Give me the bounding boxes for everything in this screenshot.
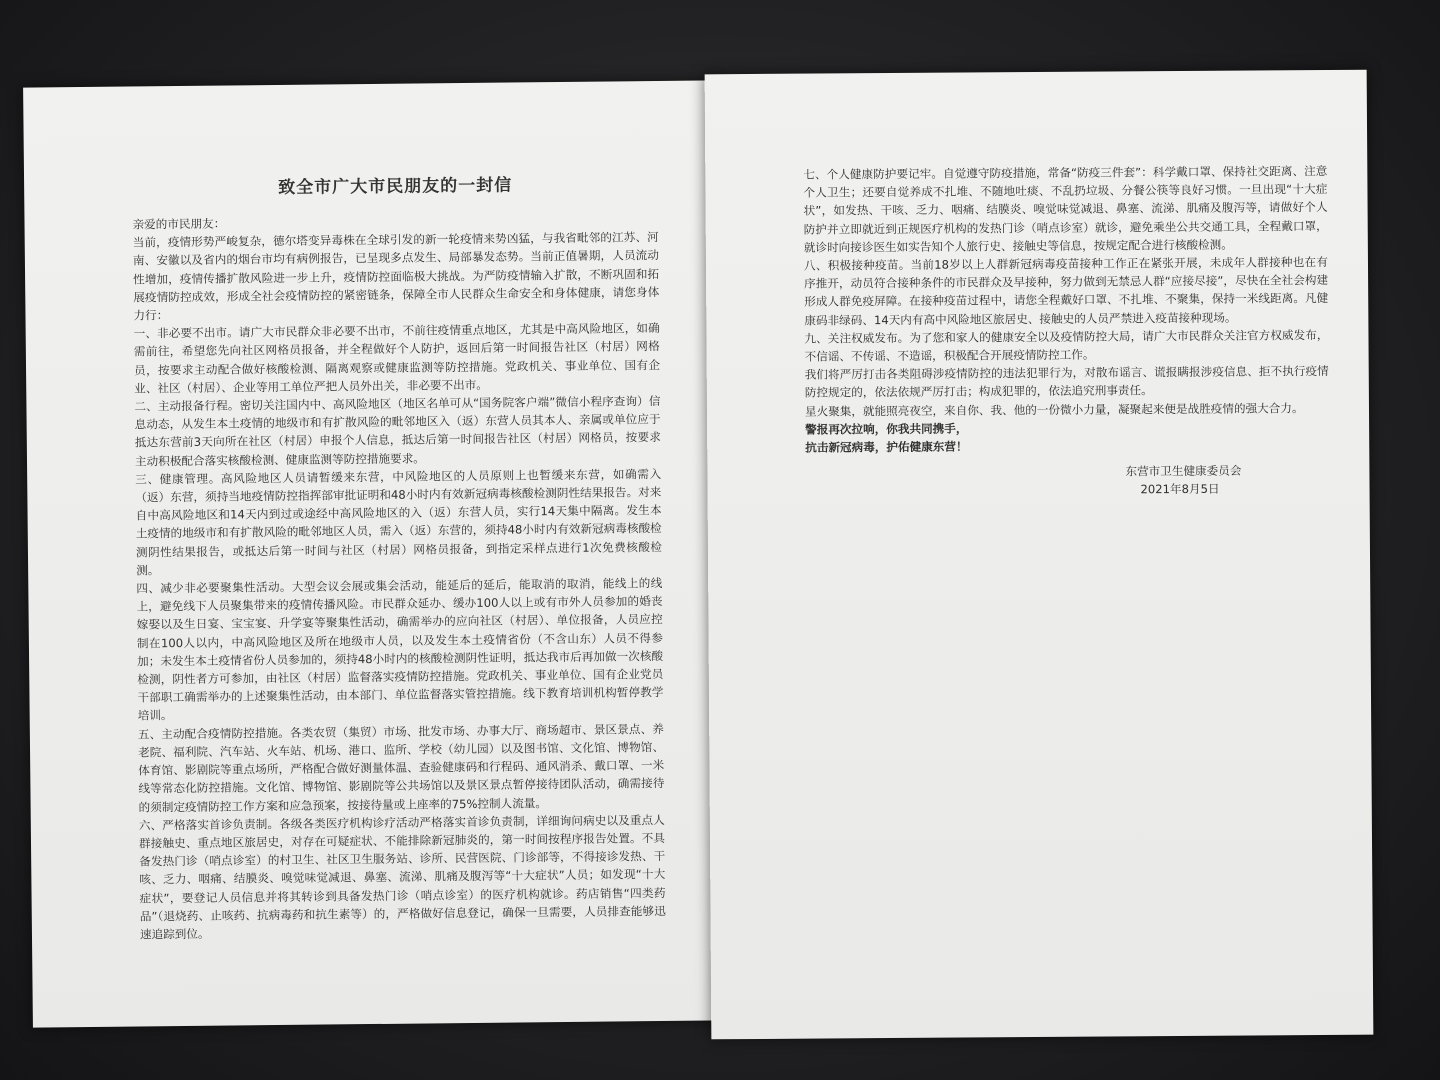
item-3: 三、健康管理。高风险地区人员请暂缓来东营，中风险地区的人员原则上也暂缓来东营，如确需入（返）东营，须持当地疫情防控指挥部审批证明和48小时内有效新冠病毒核酸检测阴性结果报告。对来自中高风险地区和14天内到过或途经中高风险地区的入（返）东营人员，实行14天集中隔离。发生本土疫情的地级市和有扩散风险的毗邻地区人员，需入（返）东营的，须持48小时内有效新冠病毒核酸检测阴性结果报告，或抵达后第一时间与社区（村居）网格员报备，到指定采样点进行1次免费核酸检测。 [135, 466, 663, 578]
greeting: 亲爱的市民朋友： [132, 216, 226, 232]
closing-slogan-1: 警报再次拉响，你我共同携手， [805, 421, 968, 437]
item-4: 四、减少非必要聚集性活动。大型会议会展或集会活动，能延后的延后，能取消的取消，能线上的线上，避免线下人员聚集带来的疫情传播风险。市民群众延办、缓办100人以上或有市外人员参加的婚丧嫁娶以及生日宴、宝宝宴、升学宴等聚集性活动，确需举办的应向社区（村居）、单位报备，人员应控制在100人以内，中高风险地区及所在地级市人员，以及发生本土疫情省份（不含山东）人员不得参加；未发生本土疫情省份人员参加的，须持48小时内的核酸检测阴性证明，抵达我市后再加做一次核酸检测，阴性者方可参加，由社区（村居）监督落实疫情防控措施。党政机关、事业单位、国有企业党员干部职工确需举办的上述聚集性活动，由本部门、单位监督落实管控措施。线下教育培训机构暂停教学培训。 [136, 576, 664, 723]
item-1: 一、非必要不出市。请广大市民群众非必要不出市，不前往疫情重点地区，尤其是中高风险地区，如确需前往，希望您先向社区网格员报备，并全程做好个人防护，返回后第一时间报告社区（村居）网格员，按要求主动配合做好核酸检测、隔离观察或健康监测等防控措施。党政机关、事业单位、国有企业、社区（村居）、企业等用工单位严把人员外出关，非必要不出市。 [133, 321, 661, 396]
item-2: 二、主动报备行程。密切关注国内中、高风险地区（地区名单可从“国务院客户端”微信小程序查询）信息动态，从发生本土疫情的地级市和有扩散风险的毗邻地区入（返）东营人员其本人、亲属或单位应于抵达东营前3天向所在社区（村居）申报个人信息，抵达后第一时间报告社区（村居）网格员，按要求主动积极配合落实核酸检测、健康监测等防控措施要求。 [134, 394, 661, 469]
item-6: 六、严格落实首诊负责制。各级各类医疗机构诊疗活动严格落实首诊负责制，详细询问病史以及重点人群接触史、重点地区旅居史，对存在可疑症状、不能排除新冠肺炎的，第一时间按程序报告处置。不具备发热门诊（哨点诊室）的村卫生、社区卫生服务站、诊所、民营医院、门诊部等，不得接诊发热、干咳、乏力、咽痛、结膜炎、嗅觉味觉减退、鼻塞、流涕、肌痛及腹泻等“十大症状”人员；如发现“十大症状”，要登记人员信息并将其转诊到具备发热门诊（哨点诊室）的医疗机构就诊。药店销售“四类药品”（退烧药、止咳药、抗病毒药和抗生素等）的，严格做好信息登记，确保一旦需要，人员排查能够迅速追踪到位。 [138, 812, 666, 942]
signature-date: 2021年8月5日 [1140, 482, 1220, 497]
item-5: 五、主动配合疫情防控措施。各类农贸（集贸）市场、批发市场、办事大厅、商场超市、景区景点、养老院、福利院、汽车站、火车站、机场、港口、监所、学校（幼儿园）以及图书馆、文化馆、博物馆、体育馆、影剧院等重点场所，严格配合做好测量体温、查验健康码和行程码、通风消杀、戴口罩、一米线等常态化防控措施。文化馆、博物馆、影剧院等公共场馆以及景区景点暂停接待团队活动，确需接待的须制定疫情防控工作方案和应急预案，按接待量或上座率的75%控制人流量。 [137, 721, 665, 814]
closing-slogan-2: 抗击新冠病毒，护佑健康东营！ [805, 439, 968, 455]
closing-paragraph: 星火聚集，就能照亮夜空，来自你、我、他的一份微小力量，凝聚起来便是战胜疫情的强大合力。 [804, 400, 1304, 419]
item-9-warning: 我们将严厉打击各类阻碍涉疫情防控的违法犯罪行为，对散布谣言、谎报瞒报涉疫信息、拒不执行疫情防控规定的，依法依规严厉打击；构成犯罪的，依法追究刑事责任。 [804, 364, 1329, 401]
letter-page-2 [705, 70, 1374, 1040]
letter-title: 致全市广大市民朋友的一封信 [278, 175, 513, 198]
intro-paragraph: 当前，疫情形势严峻复杂，德尔塔变异毒株在全球引发的新一轮疫情来势凶猛，与我省毗邻的江苏、河南、安徽以及省内的烟台市均有病例报告，已呈现多点发生、局部暴发态势。当前正值暑期，人员流动性增加，疫情传播扩散风险进一步上升，疫情防控面临极大挑战。为严防疫情输入扩散，不断巩固和拓展疫情防控成效，形成全社会疫情防控的紧密链条，保障全市人民群众生命安全和身体健康，请您身体力行： [132, 230, 660, 323]
signature-organization: 东营市卫生健康委员会 [1125, 463, 1242, 479]
item-7: 七、个人健康防护要记牢。自觉遵守防疫措施，常备“防疫三件套”：科学戴口罩、保持社交距离、注意个人卫生；还要自觉养成不扎堆、不随地吐痰、不乱扔垃圾、分餐公筷等良好习惯。一旦出现“十大症状”，如发热、干咳、乏力、咽痛、结膜炎、嗅觉味觉减退、鼻塞、流涕、肌痛及腹泻等，请做好个人防护并立即就近到正规医疗机构的发热门诊（哨点诊室）就诊，避免乘坐公共交通工具，全程戴口罩，就诊时向接诊医生如实告知个人旅行史、接触史等信息，按规定配合进行核酸检测。 [803, 163, 1328, 255]
letter-page-1 [23, 80, 723, 1027]
item-9: 九、关注权威发布。为了您和家人的健康安全以及疫情防控大局，请广大市民群众关注官方权威发布，不信谣、不传谣、不造谣，积极配合开展疫情防控工作。 [804, 327, 1329, 364]
item-8: 八、积极接种疫苗。当前18岁以上人群新冠病毒疫苗接种工作正在紧张开展，未成年人群接种也在有序推开，动员符合接种条件的市民群众及早接种，努力做到无禁忌人群“应接尽接”，尽快在全社会构建形成人群免疫屏障。在接种疫苗过程中，请您全程戴好口罩、不扎堆、不聚集，保持一米线距离。凡健康码非绿码、14天内有高中风险地区旅居史、接触史的人员严禁进入疫苗接种现场。 [803, 254, 1329, 328]
